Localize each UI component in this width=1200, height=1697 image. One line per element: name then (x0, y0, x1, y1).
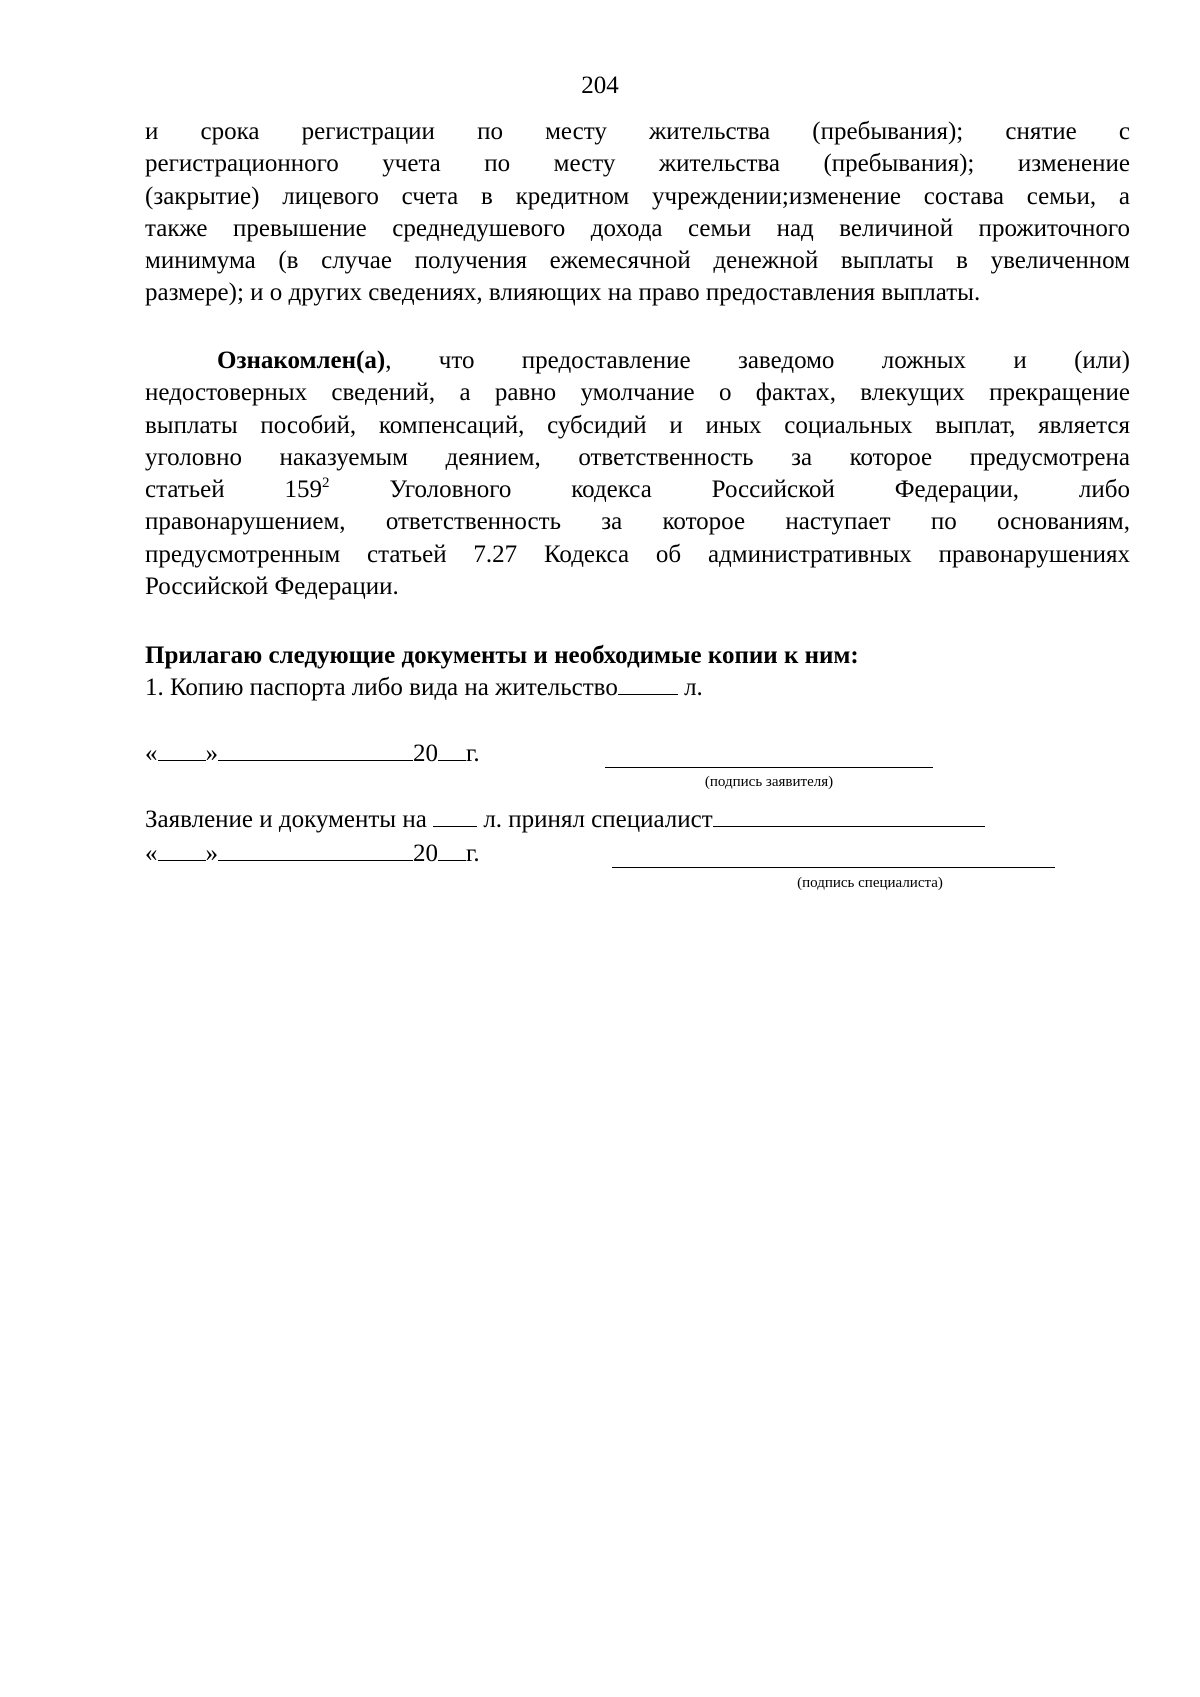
specialist-name-blank[interactable] (713, 804, 985, 827)
acknowledged-label: Ознакомлен(а) (217, 347, 386, 374)
text-line: выплаты пособий, компенсаций, субсидий и иных социальных выплат, является (145, 411, 1130, 439)
text-line: Российской Федерации. (145, 573, 399, 601)
text-line: предусмотренным статьей 7.27 Кодекса об административных правонарушениях (145, 540, 1130, 568)
paragraph-reporting-obligations (145, 116, 1130, 310)
specialist-signature-line[interactable] (612, 867, 1055, 868)
text-line: (закрытие) лицевого счета в кредитном учреждении;изменение состава семьи, а (145, 182, 1130, 210)
paragraph-acknowledgement (145, 345, 1130, 603)
year-blank[interactable] (438, 738, 466, 761)
text-line: регистрационного учета по месту жительства (пребывания); изменение (145, 150, 1130, 178)
text-line: также превышение среднедушевого дохода семьи над величиной прожиточного (145, 214, 1130, 242)
text-line: Ознакомлен(а), что предоставление заведомо ложных и (или) (217, 347, 1130, 374)
year-blank[interactable] (438, 838, 466, 861)
attachments-section (145, 640, 1130, 705)
text-line: правонарушением, ответственность за которое наступает по основаниям, (145, 508, 1130, 536)
day-blank[interactable] (158, 838, 206, 861)
text-line: уголовно наказуемым деянием, ответственность за которое предусмотрена (145, 443, 1130, 471)
specialist-date-field: « » 20 г. (145, 840, 480, 867)
pages-count-blank[interactable] (618, 672, 678, 695)
attachment-item-1: 1. Копию паспорта либо вида на жительство л. (145, 674, 703, 702)
text-line: статьей $159^2$ Уголовного кодекса Российской Федерации, либо (145, 475, 1130, 504)
text-line: минимума (в случае получения ежемесячной денежной выплаты в увеличенном (145, 247, 1130, 275)
specialist-signature-caption: (подпись специалиста) (797, 875, 943, 891)
applicant-date-field: « » 20 г. (145, 740, 480, 767)
applicant-signature-caption: (подпись заявителя) (704, 774, 834, 790)
month-blank[interactable] (218, 738, 413, 761)
superscript: 2 (321, 475, 330, 492)
page-number: 204 (581, 72, 619, 99)
applicant-signature-line[interactable] (605, 767, 933, 768)
text-line: недостоверных сведений, а равно умолчание о фактах, влекущих прекращение (145, 379, 1130, 407)
received-by-specialist-row: Заявление и документы на л. принял специалист (145, 804, 985, 836)
text-line: размере); и о других сведениях, влияющих на право предоставления выплаты. (145, 279, 981, 307)
attachments-heading: Прилагаю следующие документы и необходимые копии к ним: (145, 642, 859, 669)
received-pages-blank[interactable] (433, 804, 477, 827)
text-line: и срока регистрации по месту жительства (пребывания); снятие с (145, 118, 1130, 145)
month-blank[interactable] (218, 838, 413, 861)
day-blank[interactable] (158, 738, 206, 761)
